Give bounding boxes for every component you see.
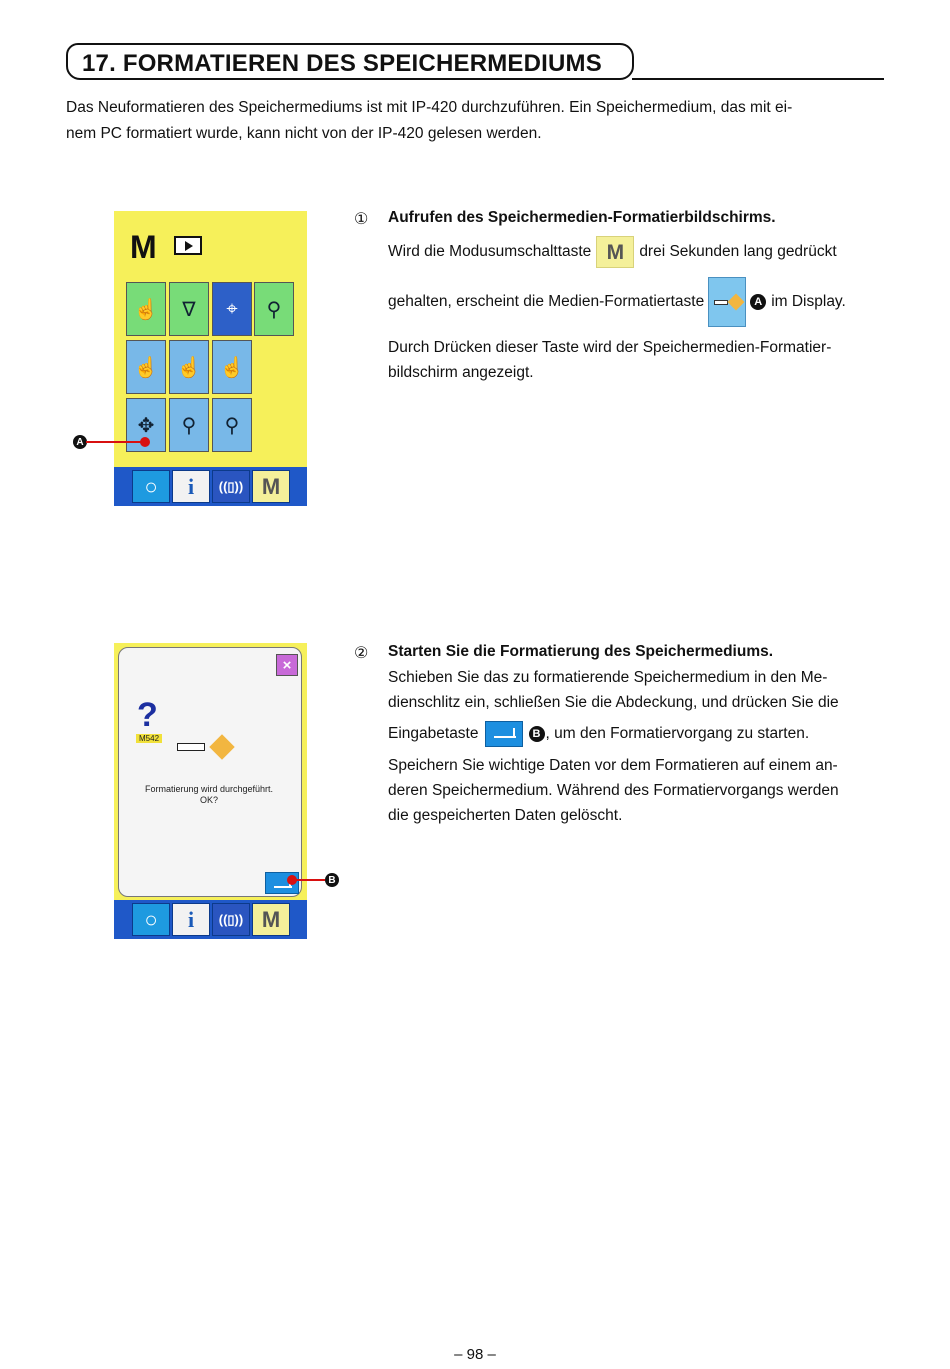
section-heading xyxy=(66,43,886,81)
step-2-para-line-3: die gespeicherten Daten gelöscht. xyxy=(388,807,623,824)
question-icon: ? xyxy=(137,696,158,734)
info-icon: i xyxy=(187,906,195,932)
bottom-bar xyxy=(114,467,307,506)
intro-line-1: Das Neuformatieren des Speichermediums ist mit IP-420 durchzuführen. Ein Speichermedium, das mit ei- xyxy=(66,99,793,116)
communication-icon: ((▯)) xyxy=(218,478,244,494)
info-button[interactable] xyxy=(172,470,210,503)
ready-button[interactable] xyxy=(132,903,170,936)
tile-pattern-no-icon[interactable] xyxy=(212,282,252,336)
dialog-message-line-2: OK? xyxy=(199,795,218,805)
info-button[interactable] xyxy=(172,903,210,936)
step-2-para-line-1: Speichern Sie wichtige Daten vor dem Formatieren auf einem an- xyxy=(388,757,838,774)
step-2-row xyxy=(388,719,809,749)
callout-a-line xyxy=(86,441,142,443)
step-2-row-after: , um den Formatiervorgang zu starten. xyxy=(545,725,810,742)
step-2-line-1: Schieben Sie das zu formatierende Speichermedium in den Me- xyxy=(388,669,828,686)
dialog-message xyxy=(119,784,299,806)
step-1-para-line-1: Durch Drücken dieser Taste wird der Speichermedien-Formatier- xyxy=(388,339,832,356)
badge-a: A xyxy=(750,294,766,310)
intro-line-2: nem PC formatiert wurde, kann nicht von der IP-420 gelesen werden. xyxy=(66,125,542,142)
mode-title: M xyxy=(130,229,157,265)
tile-counter-icon[interactable] xyxy=(169,282,209,336)
tile-data-1[interactable] xyxy=(126,340,166,394)
callout-a-label: A xyxy=(76,436,84,448)
version-icon: ⚲ xyxy=(181,414,197,437)
step-1-row-1-after: drei Sekunden lang gedrückt xyxy=(639,243,837,260)
step-1-row-2-before: gehalten, erscheint die Medien-Formatiertaste xyxy=(388,293,705,310)
mode-button[interactable] xyxy=(252,470,290,503)
tile-copy[interactable] xyxy=(212,398,252,452)
callout-b-label: B xyxy=(328,874,336,886)
intro-paragraph xyxy=(66,95,866,147)
ready-icon: ○ xyxy=(144,906,158,932)
tile-manual-icon[interactable] xyxy=(126,282,166,336)
dialog-message-line-1: Formatierung wird durchgeführt. xyxy=(144,784,274,794)
callout-b-line xyxy=(295,879,325,881)
ready-button[interactable] xyxy=(132,470,170,503)
communication-button[interactable] xyxy=(212,903,250,936)
media-card-icon xyxy=(177,743,205,751)
format-arrows-icon xyxy=(209,734,234,759)
step-1-row-1 xyxy=(388,235,837,269)
step-2-para-line-2: deren Speichermedium. Während des Formatiervorgangs werden xyxy=(388,782,839,799)
step-2-number: ② xyxy=(354,645,369,662)
copy-icon: ⚲ xyxy=(224,414,240,437)
step-1-row-2 xyxy=(388,276,846,328)
tile-data-2[interactable] xyxy=(169,340,209,394)
mode-key-icon: M xyxy=(596,236,634,268)
info-icon: i xyxy=(187,473,195,499)
panel-screen-format xyxy=(114,643,307,939)
mode-button[interactable] xyxy=(252,903,290,936)
ready-icon: ○ xyxy=(144,473,158,499)
step-2-paragraph xyxy=(388,753,888,828)
page-number: – 98 – xyxy=(454,1346,496,1363)
communication-icon: ((▯)) xyxy=(218,911,244,927)
step-2-line-2: dienschlitz ein, schließen Sie die Abdeckung, und drücken Sie die xyxy=(388,694,839,711)
hand-icon: ☝ xyxy=(133,298,159,321)
board-hand-icon: ☝ xyxy=(176,356,202,379)
tile-data-3[interactable] xyxy=(212,340,252,394)
communication-button[interactable] xyxy=(212,470,250,503)
step-1-row-2-after: im Display. xyxy=(771,293,846,310)
badge-b: B xyxy=(529,726,545,742)
panel-screen-mode xyxy=(114,211,307,506)
step-1-row-1-before: Wird die Modusumschalttaste xyxy=(388,243,592,260)
close-button[interactable] xyxy=(276,654,298,676)
step-1-number: ① xyxy=(354,211,369,228)
heading-rule xyxy=(632,78,884,80)
heading-box xyxy=(66,43,634,80)
enter-key-icon xyxy=(485,721,523,747)
step-2-lines xyxy=(388,665,888,715)
callout-a xyxy=(73,435,87,449)
next-page-button[interactable] xyxy=(174,236,202,255)
format-dialog xyxy=(118,647,302,897)
callout-b xyxy=(325,873,339,887)
board-hand-icon: ☝ xyxy=(133,356,159,379)
step-2-title: Starten Sie die Formatierung des Speichermediums. xyxy=(388,643,774,660)
step-1-paragraph xyxy=(388,335,888,385)
callout-a-dot xyxy=(140,437,150,447)
tile-version[interactable] xyxy=(169,398,209,452)
arrows-hand-icon: ☝ xyxy=(219,356,245,379)
media-format-icon: ✥ xyxy=(137,414,155,437)
mode-icon: M xyxy=(261,906,281,932)
tile-search-icon[interactable] xyxy=(254,282,294,336)
message-code: M542 xyxy=(136,734,162,743)
counter-icon: ∇ xyxy=(182,298,196,321)
step-2-row-before: Eingabetaste xyxy=(388,725,479,742)
step-1-para-line-2: bildschirm angezeigt. xyxy=(388,364,534,381)
heading-text: 17. FORMATIEREN DES SPEICHERMEDIUMS xyxy=(82,50,602,77)
mode-icon: M xyxy=(261,473,281,499)
step-1-title: Aufrufen des Speichermedien-Formatierbildschirms. xyxy=(388,209,776,226)
pattern-icon: ⌖ xyxy=(226,297,238,320)
bottom-bar xyxy=(114,900,307,939)
media-format-key-icon xyxy=(708,277,746,327)
search-icon: ⚲ xyxy=(266,298,282,321)
close-icon: × xyxy=(282,656,292,674)
